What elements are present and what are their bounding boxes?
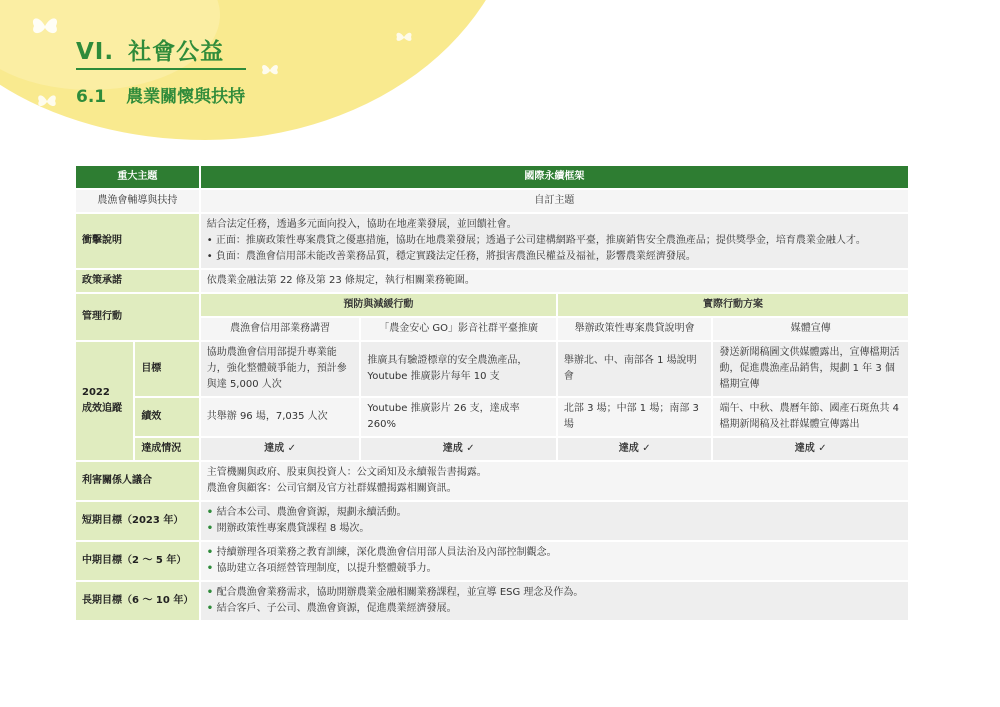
butterfly-icon [395, 30, 413, 44]
performance-4: 端午、中秋、農曆年節、國產石斑魚共 4 檔期新聞稿及社群媒體宣傳露出 [713, 398, 908, 436]
section-title-underline [76, 68, 246, 70]
performance-2: Youtube 推廣影片 26 支，達成率 260% [361, 398, 555, 436]
goal-3: 舉辦北、中、南部各 1 場說明會 [558, 342, 712, 396]
impact-description: 結合法定任務，透過多元面向投入，協助在地產業發展，並回饋社會。 • 正面：推廣政策性專案農貸之優惠措施，協助在地農業發展；透過子公司建構網路平臺，推廣銷售安全農漁產品；提供獎學金，培育農業金融人才。 • 負面：農漁會信用部未能改善業務品質，穩定實踐法定任務，將損害農漁民權益及福祉，影響農業經濟發展。 [201, 214, 908, 268]
short-term-goals: • 結合本公司、農漁會資源，規劃永續活動。 • 開辦政策性專案農貸課程 8 場次。 [201, 502, 908, 540]
topic-cell: 農漁會輔導與扶持 [76, 190, 199, 212]
status-1: 達成 ✓ [201, 438, 360, 460]
section-title: VI. 社會公益 [76, 39, 225, 65]
stakeholder-text: 主管機關與政府、股東與投資人：公文函知及永續報告書揭露。 農漁會與顧客：公司官網及官方社群媒體揭露相關資訊。 [201, 462, 908, 500]
framework-cell: 自訂主題 [201, 190, 908, 212]
status-2: 達成 ✓ [361, 438, 555, 460]
action-col-3: 舉辦政策性專案農貸說明會 [558, 318, 712, 340]
butterfly-icon [36, 92, 58, 110]
subsection-title: 6.1 農業關懷與扶持 [76, 87, 246, 107]
prevention-header: 預防與減緩行動 [201, 294, 556, 316]
stakeholder-label: 利害關係人議合 [76, 462, 199, 500]
impact-label: 衝擊說明 [76, 214, 199, 268]
header-topic: 重大主題 [76, 166, 199, 188]
management-label: 管理行動 [76, 294, 199, 340]
short-term-label: 短期目標（2023 年） [76, 502, 199, 540]
goal-4: 發送新聞稿圖文供媒體露出，宣傳檔期活動，促進農漁產品銷售，規劃 1 年 3 個檔期宣傳 [713, 342, 908, 396]
action-col-1: 農漁會信用部業務講習 [201, 318, 360, 340]
goal-2: 推廣具有驗證標章的安全農漁產品，Youtube 推廣影片每年 10 支 [361, 342, 555, 396]
status-label: 達成情況 [135, 438, 198, 460]
policy-text: 依農業金融法第 22 條及第 23 條規定，執行相關業務範圍。 [201, 270, 908, 292]
tracking-label: 2022 成效追蹤 [76, 342, 133, 460]
butterfly-icon [260, 62, 280, 78]
butterfly-icon [30, 14, 60, 38]
action-col-2: 「農金安心 GO」影音社群平臺推廣 [361, 318, 555, 340]
action-col-4: 媒體宣傳 [713, 318, 908, 340]
sustainability-topic-table [74, 164, 910, 622]
performance-label: 績效 [135, 398, 198, 436]
performance-3: 北部 3 場；中部 1 場；南部 3 場 [558, 398, 712, 436]
performance-1: 共舉辦 96 場，7,035 人次 [201, 398, 360, 436]
mid-term-goals: • 持續辦理各項業務之教育訓練，深化農漁會信用部人員法治及內部控制觀念。 • 協助建立各項經營管理制度，以提升整體競爭力。 [201, 542, 908, 580]
long-term-goals: • 配合農漁會業務需求，協助開辦農業金融相關業務課程，並宣導 ESG 理念及作為。 • 結合客戶、子公司、農漁會資源，促進農業經濟發展。 [201, 582, 908, 620]
long-term-label: 長期目標（6 ～ 10 年） [76, 582, 199, 620]
status-3: 達成 ✓ [558, 438, 712, 460]
action-plan-header: 實際行動方案 [558, 294, 908, 316]
goal-1: 協助農漁會信用部提升專業能力，強化整體競爭能力，預計參與達 5,000 人次 [201, 342, 360, 396]
goal-label: 目標 [135, 342, 198, 396]
policy-label: 政策承諾 [76, 270, 199, 292]
mid-term-label: 中期目標（2 ～ 5 年） [76, 542, 199, 580]
header-framework: 國際永續框架 [201, 166, 908, 188]
status-4: 達成 ✓ [713, 438, 908, 460]
